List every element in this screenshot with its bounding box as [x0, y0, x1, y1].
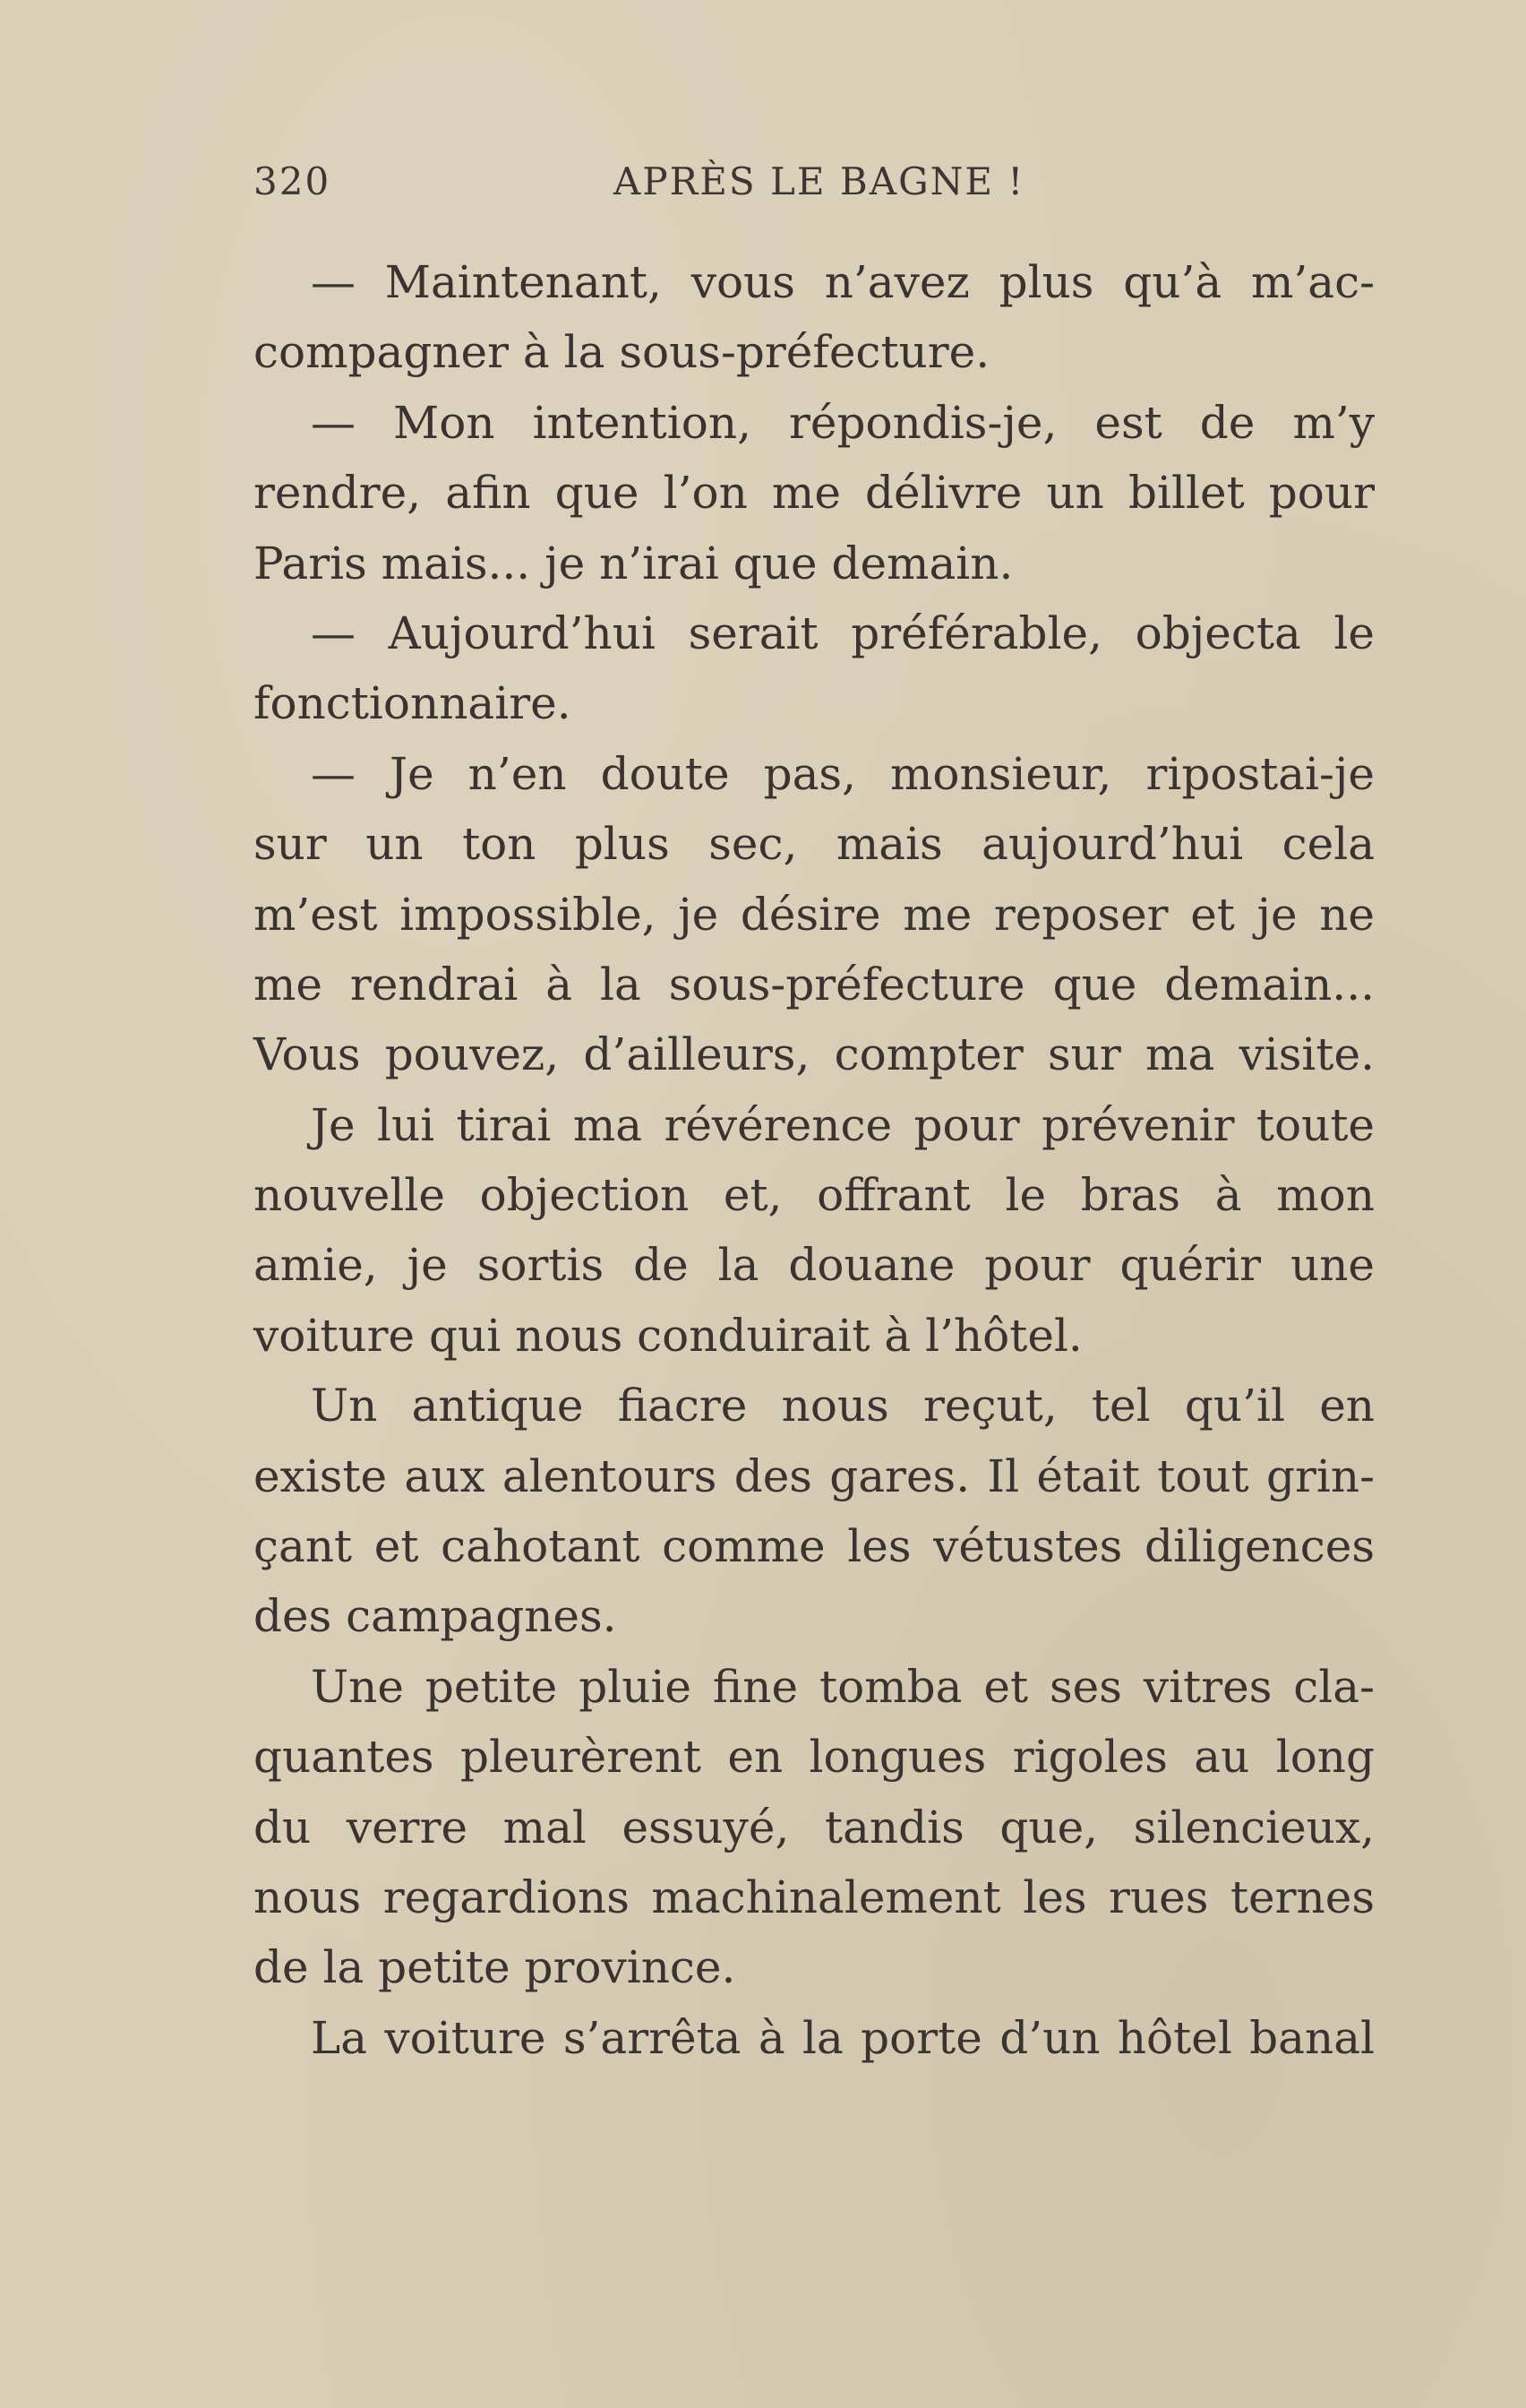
text-line: nouvelle objection et, offrant le bras à mon — [253, 1169, 1375, 1222]
text-line: — Maintenant, vous n’avez plus qu’à m’ac- — [311, 256, 1375, 308]
text-line: existe aux alentours des gares. Il était tout grin- — [253, 1449, 1375, 1502]
text-line: fonctionnaire. — [253, 677, 571, 730]
text-line: quantes pleurèrent en longues rigoles au long — [253, 1731, 1375, 1784]
text-line: des campagnes. — [253, 1590, 617, 1643]
text-line: nous regardions machinalement les rues ternes — [253, 1870, 1375, 1923]
text-line: amie, je sortis de la douane pour quérir une — [253, 1239, 1375, 1292]
text-line: Vous pouvez, d’ailleurs, compter sur ma visite. — [253, 1028, 1375, 1081]
text-line: çant et cahotant comme les vétustes diligences — [253, 1520, 1375, 1573]
text-line: du verre mal essuyé, tandis que, silencieux, — [253, 1801, 1375, 1853]
text-line: — Aujourd’hui serait préférable, objecta le — [311, 606, 1375, 659]
text-line: Un antique fiacre nous reçut, tel qu’il en — [311, 1380, 1375, 1432]
text-line: sur un ton plus sec, mais aujourd’hui cela — [253, 818, 1375, 871]
text-line: Une petite pluie fine tomba et ses vitres cla- — [311, 1660, 1375, 1713]
page-number: 320 — [253, 159, 331, 203]
text-line: me rendrai à la sous-préfecture que demain... — [253, 958, 1375, 1010]
text-line: rendre, afin que l’on me délivre un billet pour — [253, 467, 1375, 520]
text-line: — Je n’en doute pas, monsieur, ripostai-je — [311, 747, 1375, 800]
text-line: Paris mais... je n’irai que demain. — [253, 537, 1014, 589]
book-title: APRÈS LE BAGNE ! — [613, 159, 1025, 203]
text-line: Je lui tirai ma révérence pour prévenir toute — [311, 1098, 1375, 1151]
text-line: voiture qui nous conduirait à l’hôtel. — [253, 1309, 1083, 1362]
text-line: La voiture s’arrêta à la porte d’un hôtel banal — [311, 2011, 1375, 2064]
text-line: compagner à la sous-préfecture. — [253, 326, 990, 379]
running-head — [253, 159, 1375, 213]
text-line: de la petite province. — [253, 1941, 736, 1994]
text-line: — Mon intention, répondis-je, est de m’y — [311, 396, 1375, 449]
text-line: m’est impossible, je désire me reposer et je ne — [253, 888, 1375, 941]
body-text — [253, 247, 1375, 2073]
